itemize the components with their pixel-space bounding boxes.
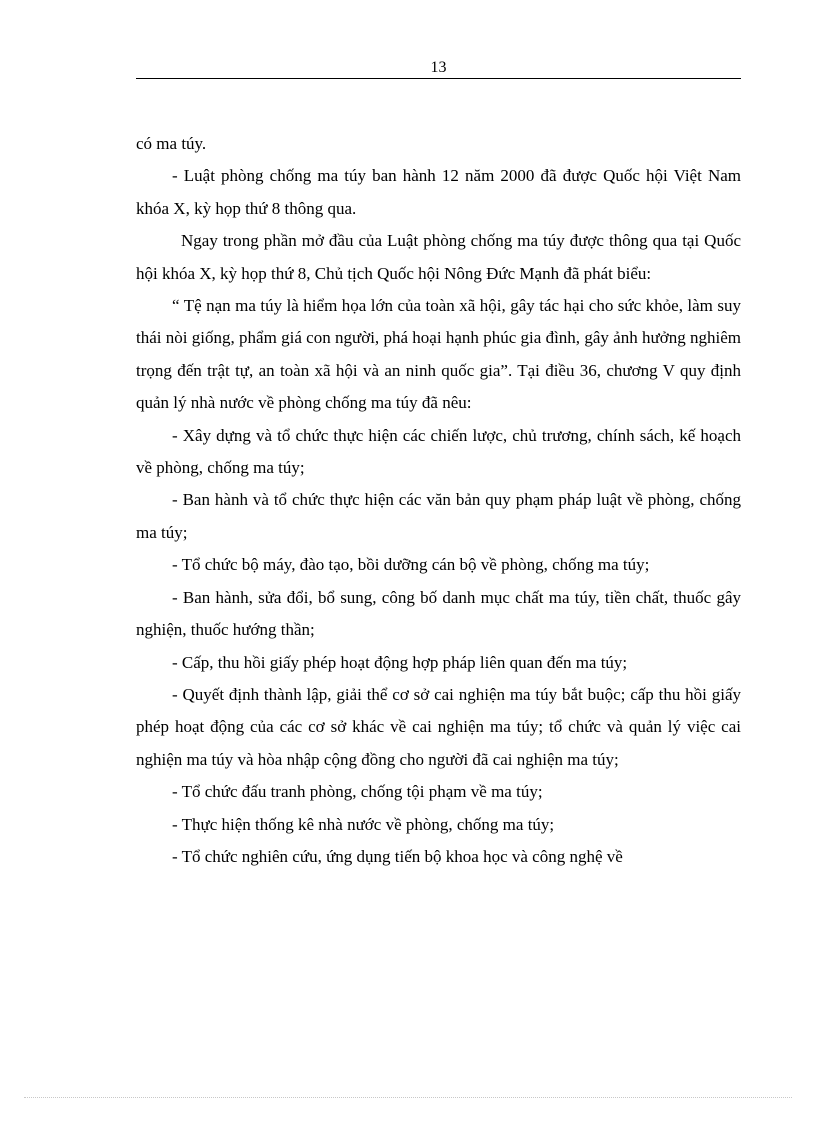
quote-paragraph: “ Tệ nạn ma túy là hiểm họa lớn của toàn xã hội, gây tác hại cho sức khỏe, làm suy thái nòi giống, phẩm giá con người, phá hoại hạnh phúc gia đình, gây ảnh hưởng nghiêm trọng đến trật tự, an toàn xã hội và an ninh quốc gia”. Tại điều 36, chương V quy định quản lý nhà nước về phòng chống ma túy đã nêu: (136, 296, 741, 413)
page-header (136, 58, 741, 79)
list-item: - Tổ chức nghiên cứu, ứng dụng tiến bộ khoa học và công nghệ về (172, 846, 623, 866)
list-item: - Quyết định thành lập, giải thể cơ sở cai nghiện ma túy bắt buộc; cấp thu hồi giấy phép hoạt động của các cơ sở khác về cai nghiện ma túy; tổ chức và quản lý việc cai nghiện ma túy và hòa nhập cộng đồng cho người đã cai nghiện ma túy; (136, 684, 741, 769)
document-body (136, 128, 741, 873)
paragraph: có ma túy. (136, 134, 207, 153)
list-item: - Tổ chức đấu tranh phòng, chống tội phạm về ma túy; (172, 782, 543, 802)
list-item: - Ban hành, sửa đổi, bổ sung, công bố danh mục chất ma túy, tiền chất, thuốc gây nghiện, thuốc hướng thần; (136, 587, 741, 640)
paragraph: - Luật phòng chống ma túy ban hành 12 năm 2000 đã được Quốc hội Việt Nam khóa X, kỳ họp thứ 8 thông qua. (136, 166, 741, 218)
list-item: - Ban hành và tổ chức thực hiện các văn bản quy phạm pháp luật về phòng, chống ma túy; (136, 490, 741, 542)
list-item: - Xây dựng và tổ chức thực hiện các chiến lược, chủ trương, chính sách, kế hoạch về phòng, chống ma túy; (136, 425, 741, 478)
list-item: - Thực hiện thống kê nhà nước về phòng, chống ma túy; (172, 814, 555, 834)
list-item: - Tổ chức bộ máy, đào tạo, bồi dưỡng cán bộ về phòng, chống ma túy; (172, 555, 650, 575)
page-number: 13 (430, 59, 447, 76)
list-item: - Cấp, thu hồi giấy phép hoạt động hợp pháp liên quan đến ma túy; (172, 652, 628, 672)
paragraph: Ngay trong phần mở đầu của Luật phòng chống ma túy được thông qua tại Quốc hội khóa X, kỳ họp thứ 8, Chủ tịch Quốc hội Nông Đức Mạnh đã phát biểu: (136, 231, 741, 283)
footer-divider (24, 1097, 792, 1098)
